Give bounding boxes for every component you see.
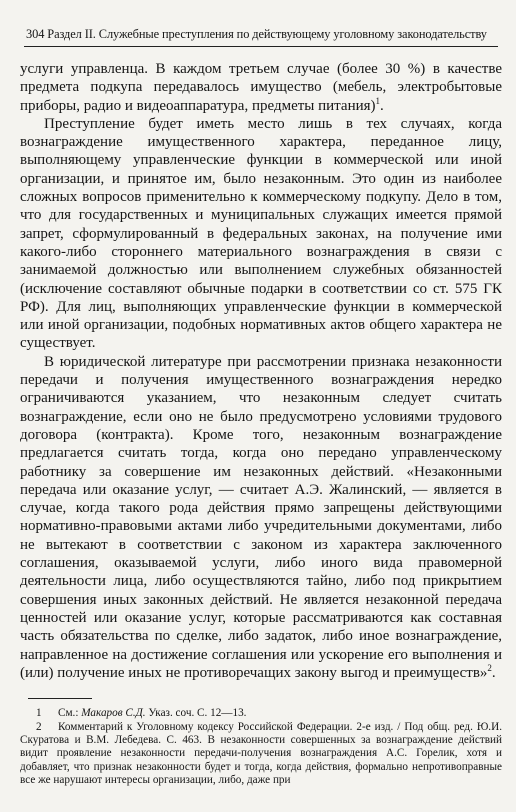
paragraph-2: Преступление будет иметь место лишь в тех случаях, когда вознаграждение имущественного характера, переданное лицу, выполняющему управленческие функции в коммерческой или иной организации, и принятое им, было незаконным. Это один из наиболее сложных вопросов применительно к коммерческому подкупу. Дело в том, что для государственных и муниципальных служащих имеется прямой запрет, сформулированный в федеральных законах, на получение ими какого-либо стороннего материального вознаграждения в связи с занимаемой должностью или выполнением служебных обязанностей (исключение составляют обычные подарки в соответствии со ст. 575 ГК РФ). Для лиц, выполняющих управленческие функции в коммерческой или иной организации, подобных нормативных актов общего характера не существует.	[20, 115, 502, 352]
running-header: 304 Раздел II. Служебные преступления по действующему уголовному законодательству	[26, 27, 487, 41]
footnote-1-post: Указ. соч. С. 12—13.	[145, 707, 247, 720]
footnote-1-mark: 1	[36, 707, 42, 720]
footnote-ref-2[interactable]: 2	[487, 662, 492, 673]
footnote-ref-1[interactable]: 1	[375, 95, 381, 106]
footnote-1-author: Макаров С.Д.	[81, 707, 146, 720]
footnote-2-mark: 2	[36, 720, 42, 733]
main-text	[20, 60, 502, 682]
footnote-1	[20, 707, 502, 720]
footnote-rule	[28, 698, 92, 699]
paragraph-1: услуги управленца. В каждом третьем случае (более 30 %) в качестве предмета подкупа передавалось имущество (мебель, электробытовые приборы, радио и видеоаппаратура, предметы питания)$^1$.	[20, 61, 502, 114]
header-rule	[24, 46, 498, 47]
paragraph-1-text: услуги управленца. В каждом третьем случае (более 30 %) в качестве предмета подкупа передавалось имущество (мебель, электробытовые приборы, радио и видеоаппаратура, предметы питания)	[20, 61, 502, 114]
footnote-2	[20, 721, 502, 788]
paragraph-3-text: В юридической литературе при рассмотрении признака незаконности передачи и получения имущественного вознаграждения нередко ограничиваются указанием, что незаконным следует считать вознаграждение, если оно не было предусмотрено условиями трудового договора (контракта). Кроме того, незаконным вознаграждение предлагается считать тогда, когда оно передано управленческому работнику за совершение им незаконных действий. «Незаконными передача или оказание услуг, — считает А.Э. Жалинский, — является в случае, когда такого рода действия прямо запрещены действующими нормативно-правовыми актами либо учредительными документами, либо не вытекают в соответствии с законом из характера заключенного соглашения, оказываемой услуги, либо иного вида правомерной деятельности лица, либо осуществляются тайно, либо под прикрытием совершения иных законных действий. Не является незаконной передача ценностей или оказание услуг, которые рассматриваются как составная часть обязательства по сделке, либо задаток, либо иное вознаграждение, направленное на достижение соглашения или ускорение его выполнения и (или) получение иных не противоречащих закону выгод и преимуществ»	[20, 353, 502, 681]
footnotes	[20, 707, 502, 787]
footnote-1-pre: См.:	[58, 707, 82, 720]
footnote-2-text: Комментарий к Уголовному кодексу Российской Федерации. 2-е изд. / Под общ. ред. Ю.И. Скуратова и В.М. Лебедева. С. 463. В незаконности совершенных за вознаграждение действий видит проявление незаконности передачи-получения вознаграждения А.С. Горелик, хотя и добавляет, что признак незаконности будет и тогда, когда действия, формально непротивоправные все же нарушают интересы организации, либо, даже при	[20, 720, 502, 787]
paragraph-3: В юридической литературе при рассмотрении признака незаконности передачи и получения имущественного вознаграждения нередко ограничиваются указанием, что незаконным следует считать вознаграждение, если оно не было предусмотрено условиями трудового договора (контракта). Кроме того, незаконным вознаграждение предлагается считать тогда, когда оно передано управленческому работнику за совершение им незаконных действий. «Незаконными передача или оказание услуг, — считает А.Э. Жалинский, — является в случае, когда такого рода действия прямо запрещены действующими нормативно-правовыми актами либо учредительными документами, либо не вытекают в соответствии с законом из характера заключенного соглашения, оказываемой услуги, либо иного вида правомерной деятельности лица, либо осуществляются тайно, либо под прикрытием совершения иных законных действий. Не является незаконной передача ценностей или оказание услуг, которые рассматриваются как составная часть обязательства по сделке, либо задаток, либо иное вознаграждение, направленное на достижение соглашения или ускорение его выполнения и (или) получение иных не противоречащих закону выгод и преимуществ»$^2$.	[20, 353, 502, 681]
